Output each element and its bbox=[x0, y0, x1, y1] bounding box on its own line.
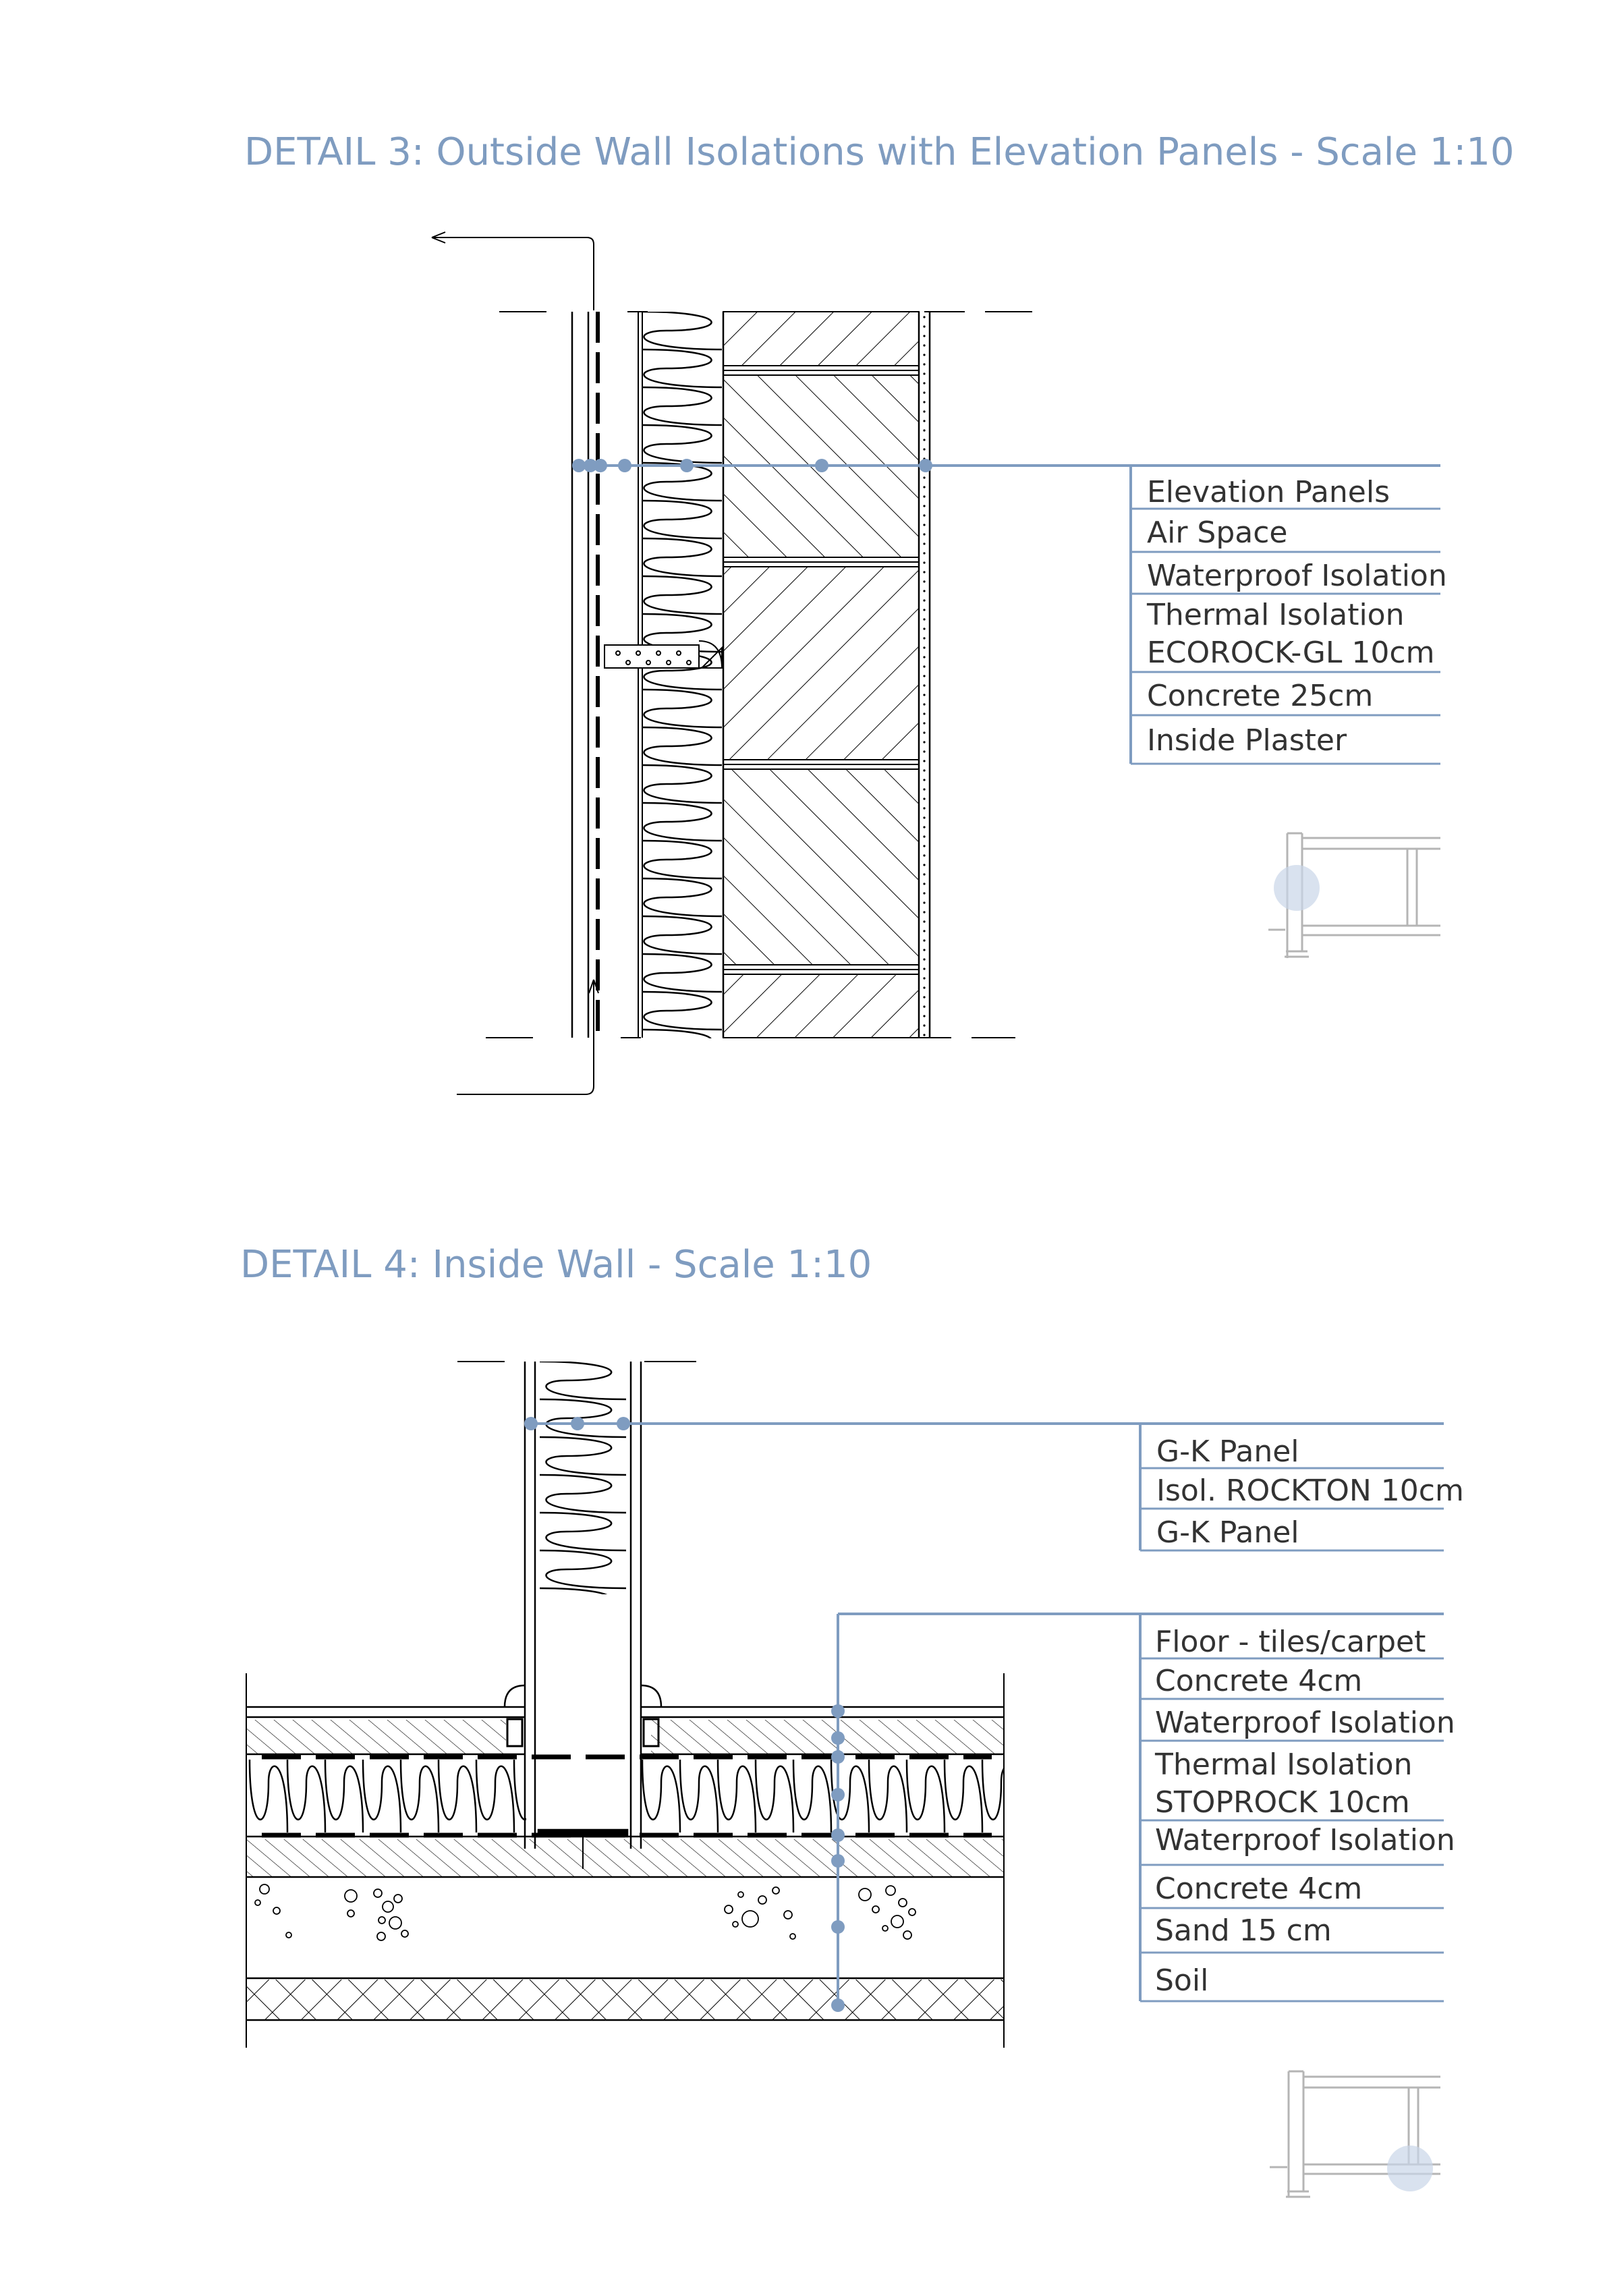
label-gk-panel-2: G-K Panel bbox=[1156, 1515, 1299, 1550]
detail4-key-plan bbox=[1270, 2071, 1440, 2197]
plaster-dot bbox=[923, 854, 925, 856]
plaster-dot bbox=[923, 722, 925, 724]
plaster-dot bbox=[923, 429, 925, 431]
leader-dot bbox=[815, 459, 828, 472]
detail3-concrete bbox=[723, 312, 919, 1038]
plaster-dot bbox=[923, 561, 925, 563]
detail4-title: DETAIL 4: Inside Wall - Scale 1:10 bbox=[240, 1243, 872, 1287]
sand-pebble bbox=[859, 1888, 871, 1901]
plaster-dot bbox=[923, 864, 925, 866]
plaster-dot bbox=[923, 968, 925, 970]
detail4-sand bbox=[255, 1884, 916, 1940]
detail4-leader-wall bbox=[524, 1417, 1444, 1430]
plaster-dot bbox=[923, 542, 925, 544]
label-isol-rockton: Isol. ROCKTON 10cm bbox=[1156, 1474, 1464, 1508]
plaster-dot bbox=[923, 873, 925, 875]
label-elevation-panels: Elevation Panels bbox=[1147, 475, 1390, 509]
plaster-dot bbox=[923, 524, 925, 526]
plaster-dot bbox=[923, 627, 925, 629]
label-soil: Soil bbox=[1155, 1963, 1209, 1998]
plaster-dot bbox=[923, 325, 925, 327]
sand-pebble bbox=[273, 1907, 280, 1914]
plaster-dot bbox=[923, 835, 925, 837]
sand-pebble bbox=[383, 1901, 393, 1912]
plaster-dot bbox=[923, 826, 925, 828]
plaster-dot bbox=[923, 996, 925, 998]
plaster-dot bbox=[923, 571, 925, 573]
label-gk-panel-1: G-K Panel bbox=[1156, 1434, 1299, 1469]
floor-insulation-wave bbox=[642, 1760, 1058, 1832]
plaster-dot bbox=[923, 807, 925, 809]
detail4-wall-insulation bbox=[538, 1362, 627, 1853]
detail3-bracket bbox=[604, 641, 722, 668]
plaster-dot bbox=[923, 911, 925, 913]
plaster-dot bbox=[923, 779, 925, 781]
plaster-dot bbox=[923, 372, 925, 374]
plaster-dot bbox=[923, 505, 925, 507]
sand-pebble bbox=[790, 1934, 795, 1939]
sand-pebble bbox=[255, 1900, 260, 1905]
plaster-dot bbox=[923, 420, 925, 422]
label-concrete-4cm-upper: Concrete 4cm bbox=[1155, 1664, 1363, 1698]
sand-pebble bbox=[725, 1905, 733, 1913]
sand-pebble bbox=[758, 1896, 766, 1904]
detail3-plaster bbox=[923, 316, 925, 1036]
sand-pebble bbox=[347, 1910, 354, 1917]
plaster-dot bbox=[923, 939, 925, 941]
sand-pebble bbox=[899, 1899, 907, 1907]
plaster-dot bbox=[923, 354, 925, 356]
plaster-dot bbox=[923, 675, 925, 677]
plaster-dot bbox=[923, 665, 925, 667]
label-inside-plaster: Inside Plaster bbox=[1147, 723, 1347, 758]
detail3-insulation bbox=[642, 312, 723, 1105]
label-waterproof-lower: Waterproof Isolation bbox=[1155, 1823, 1455, 1857]
plaster-dot bbox=[923, 930, 925, 932]
plaster-dot bbox=[923, 816, 925, 818]
label-waterproof-upper: Waterproof Isolation bbox=[1155, 1706, 1455, 1740]
plaster-dot bbox=[923, 901, 925, 903]
leader-dot bbox=[594, 459, 607, 472]
plaster-dot bbox=[923, 514, 925, 516]
plaster-dot bbox=[923, 363, 925, 365]
plaster-dot bbox=[923, 977, 925, 979]
plaster-dot bbox=[923, 769, 925, 771]
plaster-dot bbox=[923, 533, 925, 535]
plaster-dot bbox=[923, 1015, 925, 1017]
plaster-dot bbox=[923, 316, 925, 318]
label-ecorock: ECOROCK-GL 10cm bbox=[1147, 636, 1435, 670]
plaster-dot bbox=[923, 335, 925, 337]
floor-insulation-wave bbox=[250, 1760, 590, 1832]
label-thermal-isolation-floor: Thermal Isolation bbox=[1155, 1747, 1413, 1782]
label-sand: Sand 15 cm bbox=[1155, 1913, 1332, 1948]
detail4-floor-label-table bbox=[1140, 1614, 1455, 2001]
plaster-dot bbox=[923, 703, 925, 705]
plaster-dot bbox=[923, 391, 925, 393]
detail3-title: DETAIL 3: Outside Wall Isolations with Elevation Panels - Scale 1:10 bbox=[244, 130, 1515, 174]
sand-pebble bbox=[377, 1932, 385, 1940]
plaster-dot bbox=[923, 618, 925, 620]
label-waterproof-isolation: Waterproof Isolation bbox=[1147, 559, 1447, 593]
plaster-dot bbox=[923, 694, 925, 696]
detail4-waterproof bbox=[262, 1757, 992, 1835]
sand-pebble bbox=[374, 1889, 382, 1897]
label-floor-tiles: Floor - tiles/carpet bbox=[1155, 1625, 1426, 1659]
insulation-wave bbox=[642, 312, 723, 1105]
plaster-dot bbox=[923, 552, 925, 554]
leader-dot bbox=[618, 459, 631, 472]
plaster-dot bbox=[923, 486, 925, 488]
leader-dot bbox=[680, 459, 694, 472]
plaster-dot bbox=[923, 656, 925, 658]
leader-dot bbox=[919, 459, 932, 472]
sand-pebble bbox=[882, 1926, 888, 1931]
plaster-dot bbox=[923, 986, 925, 988]
plaster-dot bbox=[923, 1005, 925, 1007]
plaster-dot bbox=[923, 646, 925, 648]
plaster-dot bbox=[923, 495, 925, 497]
detail3-leader bbox=[572, 459, 1440, 472]
sand-pebble bbox=[909, 1909, 916, 1915]
detail4-floor-insulation bbox=[250, 1760, 1058, 1832]
label-stoprock: STOPROCK 10cm bbox=[1155, 1785, 1410, 1820]
sand-pebble bbox=[742, 1911, 758, 1927]
plaster-dot bbox=[923, 410, 925, 412]
plaster-dot bbox=[923, 401, 925, 403]
wall-insulation-wave bbox=[540, 1362, 626, 1853]
detail3-label-table bbox=[1131, 466, 1447, 764]
plaster-dot bbox=[923, 344, 925, 346]
sand-pebble bbox=[733, 1922, 738, 1927]
label-concrete-4cm-lower: Concrete 4cm bbox=[1155, 1872, 1363, 1906]
plaster-dot bbox=[923, 599, 925, 601]
plaster-dot bbox=[923, 958, 925, 960]
plaster-dot bbox=[923, 609, 925, 611]
sand-pebble bbox=[903, 1931, 911, 1939]
sand-pebble bbox=[260, 1884, 269, 1894]
plaster-dot bbox=[923, 476, 925, 478]
plaster-dot bbox=[923, 382, 925, 384]
plaster-dot bbox=[923, 590, 925, 592]
plaster-dot bbox=[923, 797, 925, 800]
sand-pebble bbox=[378, 1917, 385, 1924]
plaster-dot bbox=[923, 580, 925, 582]
label-concrete-25cm: Concrete 25cm bbox=[1147, 679, 1374, 713]
plaster-dot bbox=[923, 637, 925, 639]
detail4-floor bbox=[246, 1673, 1004, 2048]
plaster-dot bbox=[923, 712, 925, 715]
sand-pebble bbox=[394, 1895, 402, 1903]
plaster-dot bbox=[923, 1024, 925, 1026]
plaster-dot bbox=[923, 845, 925, 847]
plaster-dot bbox=[923, 760, 925, 762]
sand-pebble bbox=[891, 1915, 903, 1928]
plaster-dot bbox=[923, 439, 925, 441]
label-air-space: Air Space bbox=[1147, 515, 1288, 550]
plaster-dot bbox=[923, 741, 925, 743]
sand-pebble bbox=[286, 1932, 291, 1938]
plaster-dot bbox=[923, 750, 925, 752]
sand-pebble bbox=[772, 1887, 779, 1894]
sand-pebble bbox=[784, 1911, 792, 1919]
plaster-dot bbox=[923, 883, 925, 885]
sand-pebble bbox=[738, 1892, 743, 1897]
plaster-dot bbox=[923, 788, 925, 790]
plaster-dot bbox=[923, 920, 925, 922]
plaster-dot bbox=[923, 949, 925, 951]
plaster-dot bbox=[923, 731, 925, 733]
sand-pebble bbox=[401, 1930, 408, 1937]
plaster-dot bbox=[923, 684, 925, 686]
sand-pebble bbox=[389, 1917, 401, 1929]
plaster-dot bbox=[923, 892, 925, 894]
label-thermal-isolation: Thermal Isolation bbox=[1147, 598, 1405, 632]
detail3-key-plan bbox=[1268, 833, 1440, 958]
sand-pebble bbox=[872, 1906, 879, 1913]
sand-pebble bbox=[345, 1890, 357, 1902]
plaster-dot bbox=[923, 448, 925, 450]
plaster-dot bbox=[923, 1034, 925, 1036]
sand-pebble bbox=[886, 1886, 895, 1895]
detail4-wall-label-table bbox=[1140, 1424, 1464, 1550]
